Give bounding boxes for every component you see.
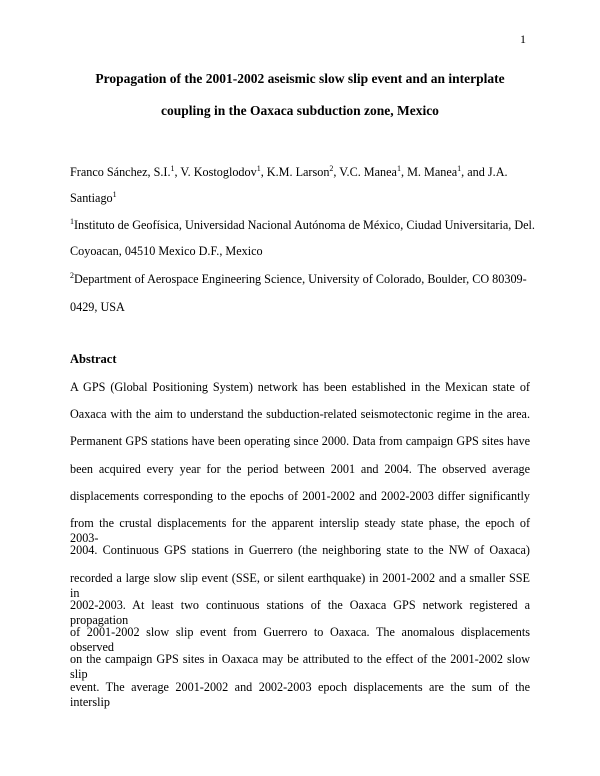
author-affiliation-mark: 1 bbox=[457, 163, 462, 173]
author: J.A. bbox=[487, 165, 508, 179]
author-affiliation-mark: 1 bbox=[396, 163, 401, 173]
paper-title-line-1: Propagation of the 2001-2002 aseismic slow slip event and an interplate bbox=[95, 71, 505, 86]
abstract-line: been acquired every year for the period between 2001 and 2004. The observed average bbox=[70, 462, 530, 476]
abstract-line: 2002-2003. At least two continuous stations of the Oaxaca GPS network registered a propagation bbox=[70, 598, 530, 627]
author: V. Kostoglodov bbox=[180, 165, 257, 179]
author-line-2 bbox=[70, 191, 530, 206]
abstract-line: event. The average 2001-2002 and 2002-2003 epoch displacements are the sum of the interslip bbox=[70, 680, 530, 709]
author-affiliation-mark: 1 bbox=[170, 163, 175, 173]
paper-title-line-2: coupling in the Oaxaca subduction zone, Mexico bbox=[161, 103, 439, 118]
affiliation-2-line-2: 0429, USA bbox=[70, 300, 125, 314]
affiliation-mark: 1 bbox=[70, 216, 74, 226]
affiliation-1-line-2: Coyoacan, 04510 Mexico D.F., Mexico bbox=[70, 244, 263, 258]
abstract-line: Permanent GPS stations have been operating since 2000. Data from campaign GPS sites have bbox=[70, 434, 530, 448]
abstract-line: Oaxaca with the aim to understand the subduction-related seismotectonic regime in the area. bbox=[70, 407, 530, 421]
page-number: 1 bbox=[520, 32, 526, 46]
affiliation-mark: 2 bbox=[70, 270, 74, 280]
affiliation-2-line-1: $^2$Department of Aerospace Engineering Science, University of Colorado, Boulder, CO 80309- bbox=[70, 270, 527, 286]
abstract-line: 2004. Continuous GPS stations in Guerrero (the neighboring state to the NW of Oaxaca) bbox=[70, 543, 530, 557]
abstract-line: on the campaign GPS sites in Oaxaca may be attributed to the effect of the 2001-2002 slow slip bbox=[70, 652, 530, 681]
abstract-line: displacements corresponding to the epochs of 2001-2002 and 2002-2003 differ significantly bbox=[70, 489, 530, 503]
abstract-line: recorded a large slow slip event (SSE, or silent earthquake) in 2001-2002 and a smaller SSE in bbox=[70, 571, 530, 600]
author-affiliation-mark: 1 bbox=[256, 163, 261, 173]
author-affiliation-mark: 2 bbox=[329, 163, 334, 173]
author: M. Manea bbox=[407, 165, 458, 179]
abstract-line: A GPS (Global Positioning System) network has been established in the Mexican state of bbox=[70, 380, 530, 394]
author-line-1: Franco Sánchez, S.I.$^1$, V. Kostoglodov$^1$, K.M. Larson$^2$, V.C. Manea$^1$, M. Manea$^1$, and J.A. bbox=[70, 163, 508, 179]
abstract-heading: Abstract bbox=[70, 352, 117, 366]
author-affiliation-mark: 1 bbox=[112, 189, 117, 199]
abstract-line: from the crustal displacements for the apparent interslip steady state phase, the epoch of 2003- bbox=[70, 516, 530, 545]
author: V.C. Manea bbox=[339, 165, 397, 179]
author: Franco Sánchez, S.I. bbox=[70, 165, 171, 179]
author: K.M. Larson bbox=[266, 165, 330, 179]
author-continued: Santiago bbox=[70, 191, 113, 205]
abstract-line: of 2001-2002 slow slip event from Guerrero to Oaxaca. The anomalous displacements observed bbox=[70, 625, 530, 654]
affiliation-1-line-1: $^1$Instituto de Geofísica, Universidad Nacional Autónoma de México, Ciudad Universitaria, Del. bbox=[70, 216, 535, 232]
